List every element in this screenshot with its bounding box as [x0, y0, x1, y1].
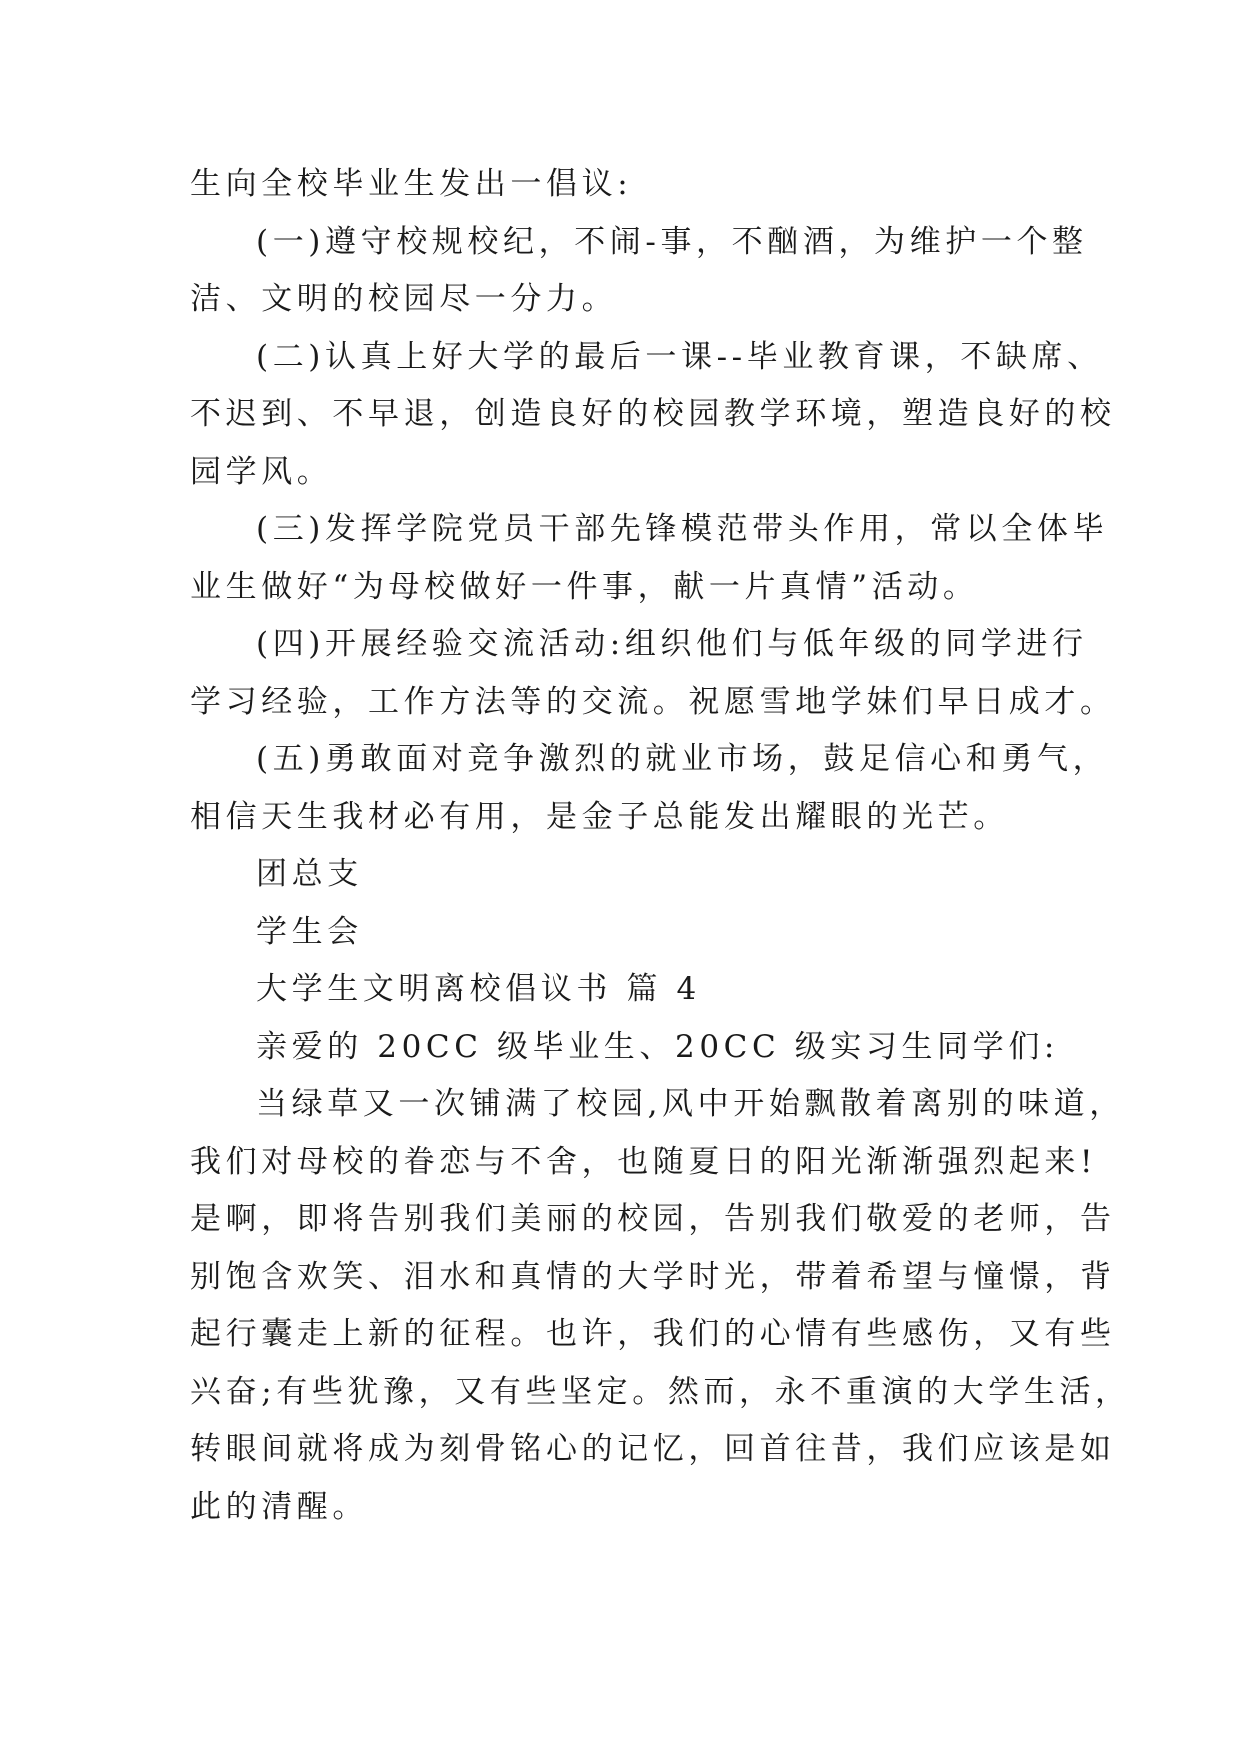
text-line: (一)遵守校规校纪，不闹-事，不酗酒，为维护一个整 [256, 223, 1088, 260]
text-line: 业生做好“为母校做好一件事，献一片真情”活动。 [190, 568, 979, 605]
text-line: 此的清醒。 [190, 1488, 368, 1525]
text-line: (二)认真上好大学的最后一课--毕业教育课，不缺席、 [256, 338, 1103, 375]
text-line: (三)发挥学院党员干部先锋模范带头作用，常以全体毕 [256, 511, 1109, 547]
text-line: 起行囊走上新的征程。也许，我们的心情有些感伤，又有些 [190, 1316, 1116, 1352]
text-line: 转眼间就将成为刻骨铭心的记忆，回首往昔，我们应该是如 [190, 1431, 1116, 1467]
text-line: 兴奋;有些犹豫，又有些坚定。然而，永不重演的大学生活， [190, 1373, 1131, 1410]
text-line: 是啊，即将告别我们美丽的校园，告别我们敬爱的老师，告 [190, 1201, 1116, 1237]
text-line: 学习经验，工作方法等的交流。祝愿雪地学妹们早日成才。 [190, 683, 1116, 720]
signature-line: 学生会 [256, 913, 363, 950]
text-line: 不迟到、不早退，创造良好的校园教学环境，塑造良好的校 [190, 396, 1116, 432]
text-line: 别饱含欢笑、泪水和真情的大学时光，带着希望与憧憬，背 [190, 1258, 1116, 1295]
document-body [190, 156, 1131, 1536]
text-line: 生向全校毕业生发出一倡议: [190, 166, 633, 202]
salutation: 亲爱的 20CC 级毕业生、20CC 级实习生同学们: [256, 1028, 1059, 1065]
text-line: 园学风。 [190, 453, 333, 490]
text-line: 相信天生我材必有用，是金子总能发出耀眼的光芒。 [190, 798, 1009, 835]
text-line: (四)开展经验交流活动:组织他们与低年级的同学进行 [256, 626, 1088, 662]
section-heading: 大学生文明离校倡议书 篇 4 [256, 971, 701, 1007]
text-line: 洁、文明的校园尽一分力。 [190, 281, 618, 317]
signature-line: 团总支 [256, 856, 363, 892]
text-line: (五)勇敢面对竞争激烈的就业市场，鼓足信心和勇气， [256, 741, 1109, 777]
text-line: 我们对母校的眷恋与不舍，也随夏日的阳光渐渐强烈起来! [190, 1143, 1098, 1180]
text-line: 当绿草又一次铺满了校园,风中开始飘散着离别的味道， [256, 1086, 1125, 1122]
